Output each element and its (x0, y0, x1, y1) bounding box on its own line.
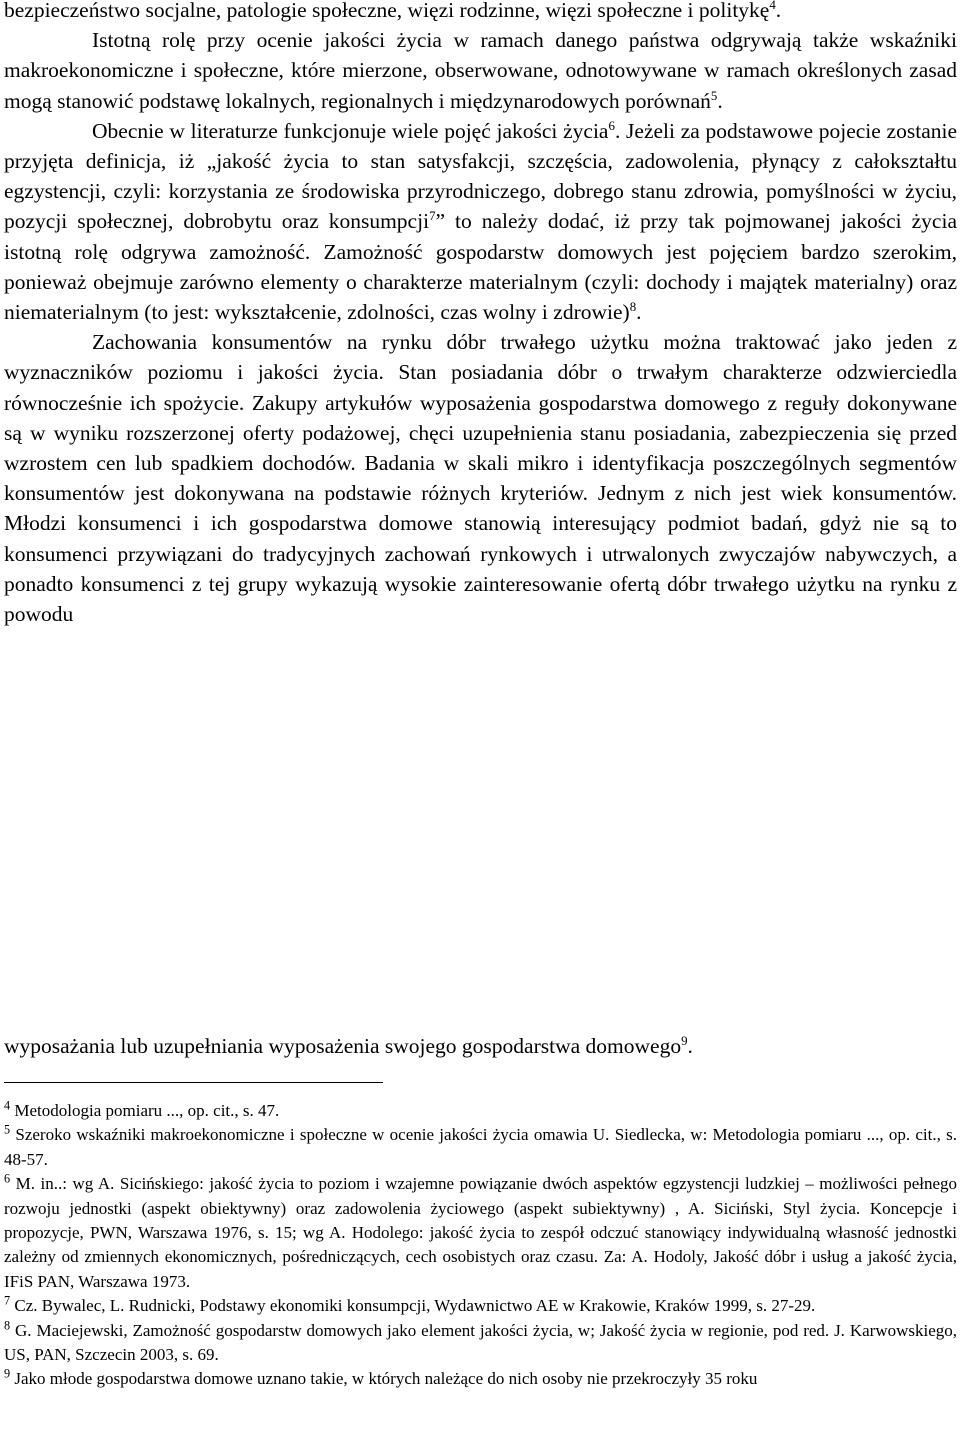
footnote-number: 8 (4, 1318, 11, 1332)
footnote-text: Metodologia pomiaru ..., op. cit., s. 47. (14, 1101, 280, 1120)
line-text: . (775, 0, 782, 22)
footnote (4, 1367, 957, 1391)
sentence-text: Zachowania konsumentów na rynku dóbr trwałego użytku można traktować jako jeden z wyznaczników poziomu i jakości życia. Stan posiadania dóbr o trwałym charakterze odzwierciedla równocześnie ich spożycie. Zakupy artykułów wyposażenia gospodarstwa domowego z reguły dokonywane są w wyniku rozszerzonej oferty podażowej, chęci uzupełnienia stanu posiadania, zabezpieczenia się przed wzrostem cen lub spadkiem dochodów. Badania w skali mikro i identyfikacja poszczególnych segmentów konsumentów jest dokonywana na podstawie różnych kryteriów. Jednym z nich jest wiek konsumentów. Młodzi konsumenci i ich gospodarstwa domowe stanowią interesujący podmiot badań, gdyż nie są to konsumenci przywiązani do tradycyjnych zachowań rynkowych i utrwalonych zwyczajów nabywczych, a ponadto konsumenci z tej grupy wykazują wysokie zainteresowanie ofertą dóbr trwałego użytku na rynku z powodu (4, 330, 957, 627)
continuation-paragraph (4, 1031, 957, 1061)
footnote-ref[interactable]: 4 (769, 0, 776, 12)
footnote-text: Szeroko wskaźniki makroekonomiczne i społeczne w ocenie jakości życia omawia U. Siedlecka, w: Metodologia pomiaru ..., op. cit., s. 48-57. (4, 1125, 957, 1169)
footnote-ref[interactable]: 7 (429, 209, 436, 224)
footnote-number: 4 (4, 1098, 11, 1113)
main-paragraph (4, 0, 957, 629)
footnote (4, 1172, 957, 1294)
footnote-separator (4, 1082, 383, 1083)
footnote-text: M. in..: wg A. Sicińskiego: jakość życia to poziom i wzajemne powiązanie dwóch aspektów egzystencji ludzkiej – możliwości pełnego rozwoju jednostki (aspekt obiektywny) oraz zadowolenia życiowego (aspekt subiektywny) , A. Siciński, Styl życia. Koncepcje i propozycje, PWN, Warszawa 1976, s. 15; wg A. Hodolego: jakość życia to zespół odczuć stanowiący indywidualną własność jednostki zależny od zmiennych ekonomicznych, pośredniczących, cech osobistych oraz czasu. Za: A. Hodoly, Jakość dóbr i usług a jakość życia, IFiS PAN, Warszawa 1973. (4, 1174, 958, 1291)
line-text: bezpieczeństwo socjalne, patologie społeczne, więzi rodzinne, więzi społeczne i politykę (4, 0, 770, 22)
footnote-number: 5 (4, 1122, 11, 1137)
sentence-text: . (636, 300, 642, 325)
footnote-text: Jako młode gospodarstwa domowe uznano takie, w których należące do nich osoby nie przekroczyły 35 roku (14, 1369, 758, 1389)
sentence-text: Zamożność gospodarstw domowych jest pojęciem bardzo szerokim, ponieważ obejmuje zarówno elementy o charakterze materialnym (czyli: dochody i majątek materialny) oraz niematerialnym (to jest: wykształcenie, zdolności, czas wolny i zdrowie) (4, 239, 958, 325)
footnote-text: G. Maciejewski, Zamożność gospodarstw domowych jako element jakości życia, w; Jakość życia w regionie, pod red. J. Karwowskiego, US, PAN, Szczecin 2003, s. 69. (4, 1320, 958, 1365)
sentence-text: wyposażania lub uzupełniania wyposażenia swojego gospodarstwa domowego (4, 1034, 682, 1058)
footnote-ref[interactable]: 9 (681, 1033, 688, 1048)
footnote-ref[interactable]: 6 (608, 118, 615, 133)
footnote-text: Cz. Bywalec, L. Rudnicki, Podstawy ekonomiki konsumpcji, Wydawnictwo AE w Krakowie, Kraków 1999, s. 27-29. (14, 1296, 816, 1316)
footnote (4, 1123, 957, 1172)
footnote-ref[interactable]: 8 (629, 299, 637, 314)
sentence-text: . (717, 88, 723, 113)
footnote (4, 1099, 957, 1123)
footnote-number: 9 (4, 1366, 11, 1381)
footnote-number: 7 (4, 1293, 11, 1308)
sentence-text: . (687, 1034, 693, 1058)
sentence-text: Jeżeli za podstawowe pojecie zostanie przyjęta definicja, iż „jakość życia to stan satysfakcji, szczęścia, zadowolenia, płynący z całokształtu egzystencji, czyli: korzystania ze środowiska przyrodniczego, dobrego stanu zdrowia, pomyślności w życiu, pozycji społecznej, dobrobytu oraz konsumpcji (4, 118, 957, 234)
sentence-text: Obecnie w literaturze funkcjonuje wiele pojęć jakości życia (92, 118, 609, 143)
footnote (4, 1294, 957, 1318)
sentence-text: ” to należy dodać, iż przy tak pojmowanej jakości życia istotną rolę odgrywa zamożność. (4, 209, 957, 264)
sentence-text: Istotną rolę przy ocenie jakości życia w ramach danego państwa odgrywają także wskaźniki makroekonomiczne i społeczne, które mierzone, obserwowane, odnotowywane w ramach określonych zasad mogą stanowić podstawę lokalnych, regionalnych i międzynarodowych porównań (4, 28, 957, 113)
footnote (4, 1319, 957, 1368)
footnote-number: 6 (4, 1171, 11, 1186)
footnote-ref[interactable]: 5 (710, 88, 718, 103)
footnotes (4, 1099, 957, 1392)
sentence-text: . (614, 118, 621, 143)
